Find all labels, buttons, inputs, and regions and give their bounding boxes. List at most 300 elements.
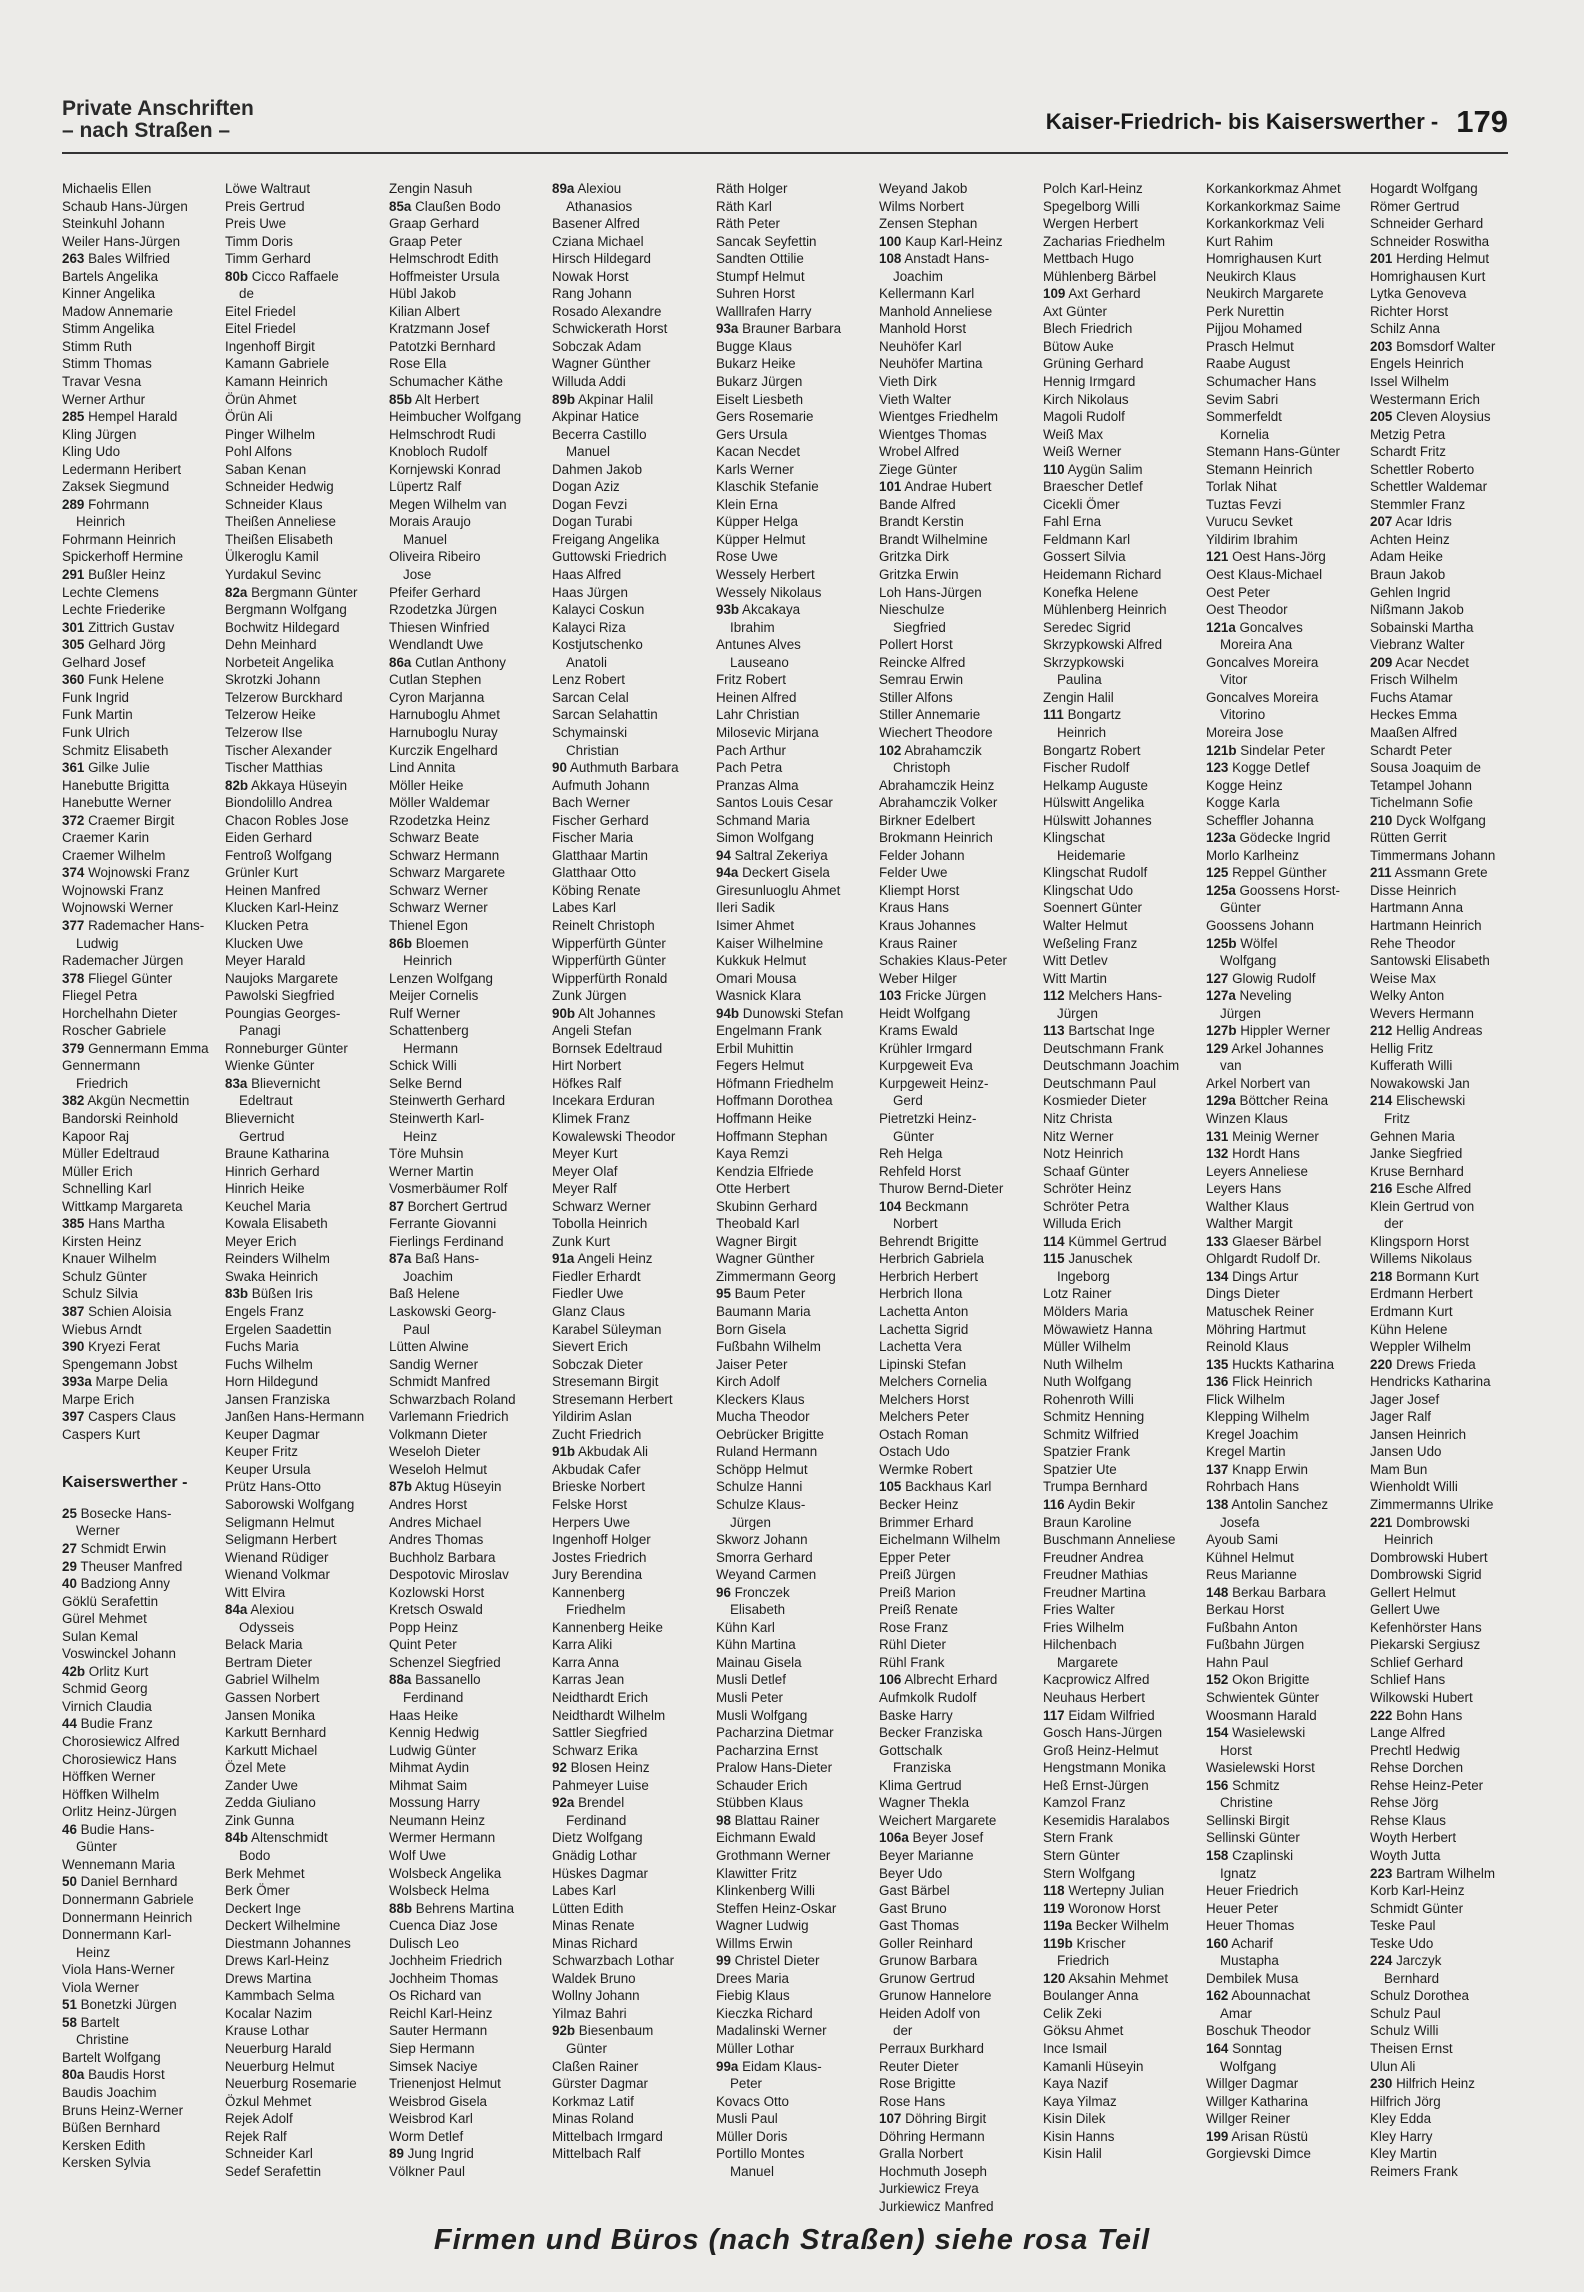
resident-entry: Reincke Alfred [879, 654, 966, 670]
resident-entry: Mölders Maria [1043, 1304, 1128, 1319]
resident-entry: Wessely Nikolaus [716, 584, 822, 600]
resident-entry: Schwarz Margarete [389, 865, 506, 881]
resident-entry: Wilms Norbert [879, 198, 964, 214]
resident-entry: Schöpp Helmut [716, 1461, 808, 1477]
resident-entry: Andres Michael [389, 1514, 482, 1530]
resident-entry: Wojnowski Franz [62, 882, 164, 898]
resident-entry: 25 Bosecke Hans- [62, 1505, 172, 1521]
house-number: 211 [1370, 865, 1392, 881]
resident-entry: Gassen Norbert [225, 1690, 320, 1706]
house-number: 207 [1370, 514, 1393, 530]
house-number: 129 [1206, 1040, 1229, 1056]
resident-entry: 27 Schmidt Erwin [62, 1541, 167, 1557]
resident-entry: Zimmermann Georg [716, 1268, 836, 1284]
resident-entry: 92 Blosen Heinz [552, 1760, 650, 1776]
entry-continuation: Friedrich [76, 1075, 129, 1091]
resident-entry: Trumpa Bernhard [1043, 1479, 1148, 1495]
resident-entry: Swaka Heinrich [225, 1268, 319, 1284]
entry-continuation: Jürgen [730, 1514, 771, 1530]
house-number: 125b [1206, 935, 1237, 951]
house-number: 93b [716, 602, 740, 618]
resident-entry: Walllrafen Harry [716, 303, 812, 319]
house-number: 360 [62, 672, 85, 688]
resident-entry: Weisbrod Karl [389, 2111, 473, 2127]
resident-entry: Kliempt Horst [879, 882, 960, 898]
resident-entry: Kannenberg [552, 1584, 625, 1600]
resident-entry: Baß Helene [389, 1286, 460, 1302]
resident-entry: Bugge Klaus [716, 338, 792, 354]
resident-entry: Kukkuk Helmut [716, 953, 807, 969]
resident-entry: 120 Aksahin Mehmet [1043, 1970, 1169, 1986]
resident-entry: Wientges Thomas [879, 426, 987, 442]
resident-entry: Diestmann Johannes [225, 1935, 351, 1951]
resident-entry: Rehfeld Horst [879, 1163, 961, 1179]
resident-entry: Pohl Alfons [225, 444, 292, 460]
resident-entry: Nuth Wolfgang [1043, 1374, 1132, 1390]
resident-entry: 121a Goncalves [1206, 619, 1303, 635]
resident-entry: Weiler Hans-Jürgen [62, 233, 181, 249]
resident-entry: Schlief Hans [1370, 1672, 1446, 1688]
resident-entry: 393a Marpe Delia [62, 1374, 168, 1390]
resident-entry: Manhold Horst [879, 321, 967, 337]
resident-entry: Grunow Gertrud [879, 1970, 976, 1986]
resident-entry: 135 Huckts Katharina [1206, 1356, 1335, 1372]
resident-entry: Schlief Gerhard [1370, 1654, 1464, 1670]
house-number: 203 [1370, 338, 1393, 354]
resident-entry: Biondolillo Andrea [225, 795, 333, 811]
resident-entry: 50 Daniel Bernhard [62, 1874, 178, 1890]
resident-entry: Behrendt Brigitte [879, 1233, 979, 1249]
resident-entry: Zaksek Siegmund [62, 479, 170, 495]
resident-entry: 133 Glaeser Bärbel [1206, 1233, 1322, 1249]
resident-entry: Gritzka Erwin [879, 567, 959, 583]
resident-entry: Sobczak Adam [552, 338, 642, 354]
entry-continuation: Peter [730, 2076, 763, 2092]
resident-entry: Kostjutschenko [552, 637, 643, 653]
resident-entry: Felder Uwe [879, 865, 948, 881]
resident-entry: Skrotzki Johann [225, 672, 321, 688]
resident-entry: Gürel Mehmet [62, 1611, 147, 1627]
resident-entry: Kellermann Karl [879, 286, 975, 302]
resident-entry: Wiebus Arndt [62, 1321, 142, 1337]
resident-entry: Homrighausen Kurt [1206, 251, 1322, 267]
resident-entry: 88b Behrens Martina [389, 1900, 515, 1916]
resident-entry: Kocalar Nazim [225, 2005, 313, 2021]
resident-entry: Rehse Heinz-Peter [1370, 1777, 1484, 1793]
resident-entry: 137 Knapp Erwin [1206, 1461, 1308, 1477]
resident-entry: Ayoub Sami [1206, 1532, 1278, 1548]
resident-entry: Klaschik Stefanie [716, 479, 819, 495]
resident-entry: 99 Christel Dieter [716, 1953, 820, 1969]
resident-entry: 42b Orlitz Kurt [62, 1663, 149, 1679]
resident-entry: 83b Büßen Iris [225, 1286, 313, 1302]
resident-entry: Rehse Dorchen [1370, 1760, 1464, 1776]
resident-entry: Klingschat Udo [1043, 882, 1134, 898]
house-number: 119 [1043, 1900, 1065, 1916]
resident-entry: Neuerburg Harald [225, 2040, 332, 2056]
entry-continuation: Elisabeth [730, 1602, 786, 1618]
resident-entry: Kacprowicz Alfred [1043, 1672, 1150, 1688]
entry-continuation: Athanasios [566, 198, 633, 214]
resident-entry: Schwarz Werner [389, 882, 488, 898]
resident-entry: Kisin Hanns [1043, 2128, 1115, 2144]
house-number: 121 [1206, 549, 1229, 565]
resident-entry: Schneider Gerhard [1370, 216, 1484, 232]
resident-entry: Suhren Horst [716, 286, 795, 302]
house-number: 83b [225, 1286, 249, 1302]
entry-continuation: Heidemarie [1057, 847, 1126, 863]
resident-entry: 40 Badziong Anny [62, 1576, 170, 1592]
resident-entry: 125 Reppel Günther [1206, 865, 1327, 881]
resident-entry: 44 Budie Franz [62, 1716, 153, 1732]
resident-entry: Caspers Kurt [62, 1426, 141, 1442]
resident-entry: Weseloh Dieter [389, 1444, 481, 1460]
house-number: 90b [552, 1005, 576, 1021]
resident-entry: Eitel Friedel [225, 321, 296, 337]
resident-entry: Timm Gerhard [225, 251, 311, 267]
resident-entry: Glatthaar Otto [552, 865, 637, 881]
resident-entry: Freudner Martina [1043, 1584, 1146, 1600]
house-number: 199 [1206, 2128, 1229, 2144]
entry-continuation: Amar [1220, 2005, 1252, 2021]
resident-entry: Bertram Dieter [225, 1654, 313, 1670]
resident-entry: Spegelborg Willi [1043, 198, 1140, 214]
resident-entry: Kling Udo [62, 444, 121, 460]
resident-entry: Hanebutte Werner [62, 795, 172, 811]
resident-entry: Kovacs Otto [716, 2093, 789, 2109]
resident-entry: Brokmann Heinrich [879, 830, 993, 846]
house-number: 223 [1370, 1865, 1393, 1881]
resident-entry: Hoffmann Heike [716, 1110, 812, 1126]
resident-entry: Vurucu Sevket [1206, 514, 1293, 530]
entry-continuation: Jürgen [1057, 1005, 1098, 1021]
resident-entry: Gellert Uwe [1370, 1602, 1440, 1618]
resident-entry: Helmschrodt Edith [389, 251, 499, 267]
resident-entry: Schwarz Hermann [389, 847, 500, 863]
resident-entry: 224 Jarczyk [1370, 1953, 1442, 1969]
resident-entry: Herbrich Herbert [879, 1268, 978, 1284]
resident-entry: Weise Max [1370, 970, 1436, 986]
resident-entry: Klucken Uwe [225, 935, 304, 951]
resident-entry: Eichmann Ewald [716, 1830, 816, 1846]
resident-entry: 89b Akpinar Halil [552, 391, 654, 407]
resident-entry: Craemer Wilhelm [62, 847, 166, 863]
house-number: 222 [1370, 1707, 1393, 1723]
resident-entry: 105 Backhaus Karl [879, 1479, 992, 1495]
resident-entry: Mühlenberg Bärbel [1043, 268, 1157, 284]
resident-entry: Stemann Hans-Günter [1206, 444, 1340, 460]
resident-entry: Schwickerath Horst [552, 321, 668, 337]
house-number: 99 [716, 1953, 731, 1969]
resident-entry: Herbrich Gabriela [879, 1251, 984, 1267]
resident-entry: Becerra Castillo [552, 426, 647, 442]
resident-entry: Müller Lothar [716, 2040, 795, 2056]
resident-entry: 123a Gödecke Ingrid [1206, 830, 1331, 846]
resident-entry: Schulze Hanni [716, 1479, 803, 1495]
resident-entry: 129a Böttcher Reina [1206, 1093, 1329, 1109]
resident-entry: Gorgievski Dimce [1206, 2146, 1311, 2162]
resident-entry: Simsek Naciye [389, 2058, 478, 2074]
resident-entry: Reuter Dieter [879, 2058, 959, 2074]
resident-entry: Kogge Karla [1206, 795, 1280, 811]
resident-entry: 263 Bales Wilfried [62, 251, 170, 267]
entry-continuation: Fritz [1384, 1110, 1411, 1126]
house-number: 103 [879, 988, 902, 1004]
resident-entry: Witt Detlev [1043, 953, 1108, 969]
resident-entry: Jurkiewicz Manfred [879, 2198, 994, 2214]
resident-entry: Wipperfürth Günter [552, 935, 666, 951]
resident-entry: Büßen Bernhard [62, 2120, 161, 2136]
resident-entry: Telzerow Ilse [225, 724, 303, 740]
resident-entry: Fischer Maria [552, 830, 634, 846]
resident-entry: Lipinski Stefan [879, 1356, 967, 1372]
house-number: 138 [1206, 1497, 1229, 1513]
resident-entry: Schneider Hedwig [225, 479, 334, 495]
entry-continuation: Vitor [1220, 672, 1248, 688]
resident-entry: Schettler Waldemar [1370, 479, 1488, 495]
resident-entry: Kregel Martin [1206, 1444, 1286, 1460]
resident-entry: Abrahamczik Heinz [879, 777, 995, 793]
resident-entry: Sobczak Dieter [552, 1356, 643, 1372]
resident-entry: Gehlen Ingrid [1370, 584, 1451, 600]
house-number: 127a [1206, 988, 1236, 1004]
resident-entry: Yildirim Aslan [552, 1409, 632, 1425]
resident-entry: Antunes Alves [716, 637, 801, 653]
resident-entry: Poungias Georges- [225, 1005, 341, 1021]
resident-entry: Oest Peter [1206, 584, 1271, 600]
resident-entry: Reus Marianne [1206, 1567, 1297, 1583]
entry-continuation: Heinrich [76, 514, 126, 530]
resident-entry: Rejek Adolf [225, 2111, 293, 2127]
resident-entry: Heuer Thomas [1206, 1918, 1295, 1934]
house-number: 91a [552, 1251, 575, 1267]
resident-entry: Gürster Dagmar [552, 2076, 648, 2092]
resident-entry: Schwientek Günter [1206, 1690, 1320, 1706]
resident-entry: Kaya Remzi [716, 1146, 789, 1162]
resident-entry: 83a Blievernicht [225, 1075, 321, 1091]
resident-entry: Mittelbach Irmgard [552, 2128, 663, 2144]
resident-entry: Eitel Friedel [225, 303, 296, 319]
resident-entry: 111 Bongartz [1043, 707, 1122, 723]
entry-continuation: Edeltraut [239, 1093, 293, 1109]
resident-entry: Westermann Erich [1370, 391, 1480, 407]
resident-entry: 93b Akcakaya [716, 602, 801, 618]
resident-entry: Kühnel Helmut [1206, 1549, 1294, 1565]
resident-entry: Wasielewski Horst [1206, 1760, 1315, 1776]
resident-entry: Weyand Jakob [879, 181, 968, 196]
house-number: 210 [1370, 812, 1393, 828]
resident-entry: 84a Alexiou [225, 1602, 295, 1618]
resident-entry: Kregel Joachim [1206, 1426, 1299, 1442]
house-number: 89b [552, 391, 576, 407]
resident-entry: Klawitter Fritz [716, 1865, 798, 1881]
resident-entry: Yildirim Ibrahim [1206, 531, 1298, 547]
house-number: 125 [1206, 865, 1229, 881]
resident-entry: Hilchenbach [1043, 1637, 1117, 1653]
resident-entry: Müller Edeltraud [62, 1146, 160, 1162]
resident-entry: 164 Sonntag [1206, 2040, 1282, 2056]
resident-entry: Lütten Alwine [389, 1339, 469, 1355]
resident-entry: Nuth Wilhelm [1043, 1356, 1123, 1372]
resident-entry: Reinders Wilhelm [225, 1251, 330, 1267]
resident-entry: Meyer Olaf [552, 1163, 618, 1179]
resident-entry: Fuchs Maria [225, 1339, 299, 1355]
resident-entry: 385 Hans Martha [62, 1216, 165, 1232]
house-number: 94 [716, 847, 731, 863]
resident-entry: Stiller Annemarie [879, 707, 981, 723]
resident-entry: 86a Cutlan Anthony [389, 654, 506, 670]
resident-entry: Wagner Günther [716, 1251, 815, 1267]
resident-entry: Römer Gertrud [1370, 198, 1460, 214]
entry-continuation: Christoph [893, 760, 951, 776]
resident-entry: 379 Gennermann Emma [62, 1040, 209, 1056]
resident-entry: Preis Gertrud [225, 198, 305, 214]
resident-entry: Weiß Max [1043, 426, 1104, 442]
street-range-title: Kaiser-Friedrich- bis Kaiserswerther - [1045, 109, 1439, 134]
resident-entry: Heinen Alfred [716, 689, 797, 705]
resident-entry: Polch Karl-Heinz [1043, 181, 1143, 196]
entry-continuation: Vitorino [1220, 707, 1266, 723]
resident-entry: Weßeling Franz [1043, 935, 1138, 951]
resident-entry: Sevim Sabri [1206, 391, 1279, 407]
resident-entry: 218 Bormann Kurt [1370, 1268, 1479, 1284]
resident-entry: Blech Friedrich [1043, 321, 1133, 337]
resident-entry: Wienholdt Willi [1370, 1479, 1458, 1495]
house-number: 127 [1206, 970, 1229, 986]
resident-entry: Morlo Karlheinz [1206, 847, 1300, 863]
resident-entry: Kieczka Richard [716, 2005, 813, 2021]
resident-entry: Felske Horst [552, 1497, 628, 1513]
resident-entry: Semrau Erwin [879, 672, 964, 688]
resident-entry: Weppler Wilhelm [1370, 1339, 1471, 1355]
resident-entry: Leyers Hans [1206, 1181, 1282, 1197]
resident-entry: Fiebig Klaus [716, 1988, 790, 2004]
resident-entry: Walter Helmut [1043, 917, 1128, 933]
resident-entry: Dembilek Musa [1206, 1970, 1299, 1986]
resident-entry: Leyers Anneliese [1206, 1163, 1308, 1179]
resident-entry: 90b Alt Johannes [552, 1005, 656, 1021]
resident-entry: Kretsch Oswald [389, 1602, 483, 1618]
resident-entry: Gelhard Josef [62, 654, 146, 670]
house-number: 156 [1206, 1777, 1229, 1793]
house-number: 201 [1370, 251, 1393, 267]
resident-entry: Cicekli Ömer [1043, 496, 1120, 512]
house-number: 92 [552, 1760, 567, 1776]
resident-entry: Preiß Jürgen [879, 1567, 956, 1583]
resident-entry: Ziege Günter [879, 461, 958, 477]
resident-entry: Cyron Marjanna [389, 689, 485, 705]
resident-entry: 134 Dings Artur [1206, 1268, 1299, 1284]
resident-entry: Kirch Nikolaus [1043, 391, 1129, 407]
resident-entry: Telzerow Burckhard [225, 689, 343, 705]
resident-entry: Bergmann Wolfgang [225, 602, 347, 618]
resident-entry: Skubinn Gerhard [716, 1198, 818, 1214]
directory-column [62, 180, 222, 2172]
resident-entry: Stiller Alfons [879, 689, 953, 705]
resident-entry: Wollny Johann [552, 1988, 640, 2004]
entry-continuation: Werner [76, 1523, 120, 1539]
resident-entry: Jager Josef [1370, 1391, 1440, 1407]
resident-entry: Raabe August [1206, 356, 1291, 372]
resident-entry: Völkner Paul [389, 2163, 465, 2179]
resident-entry: Drews Martina [225, 1970, 312, 1986]
resident-entry: Sievert Erich [552, 1339, 628, 1355]
entry-continuation: der [1384, 1216, 1404, 1232]
resident-entry: Goller Reinhard [879, 1935, 973, 1951]
resident-entry: Rehse Jörg [1370, 1795, 1439, 1811]
resident-entry: Witt Martin [1043, 970, 1107, 986]
resident-entry: Sattler Siegfried [552, 1725, 648, 1741]
entry-continuation: Wolfgang [1220, 2058, 1277, 2074]
resident-entry: Kammbach Selma [225, 1988, 335, 2004]
resident-entry: 108 Anstadt Hans- [879, 251, 990, 267]
resident-entry: Braune Katharina [225, 1146, 330, 1162]
house-number: 125a [1206, 882, 1236, 898]
resident-entry: Ledermann Heribert [62, 461, 182, 477]
resident-entry: Minas Roland [552, 2111, 634, 2127]
resident-entry: Woosmann Harald [1206, 1707, 1317, 1723]
resident-entry: Schardt Peter [1370, 742, 1452, 758]
resident-entry: Schmand Maria [716, 812, 810, 828]
resident-entry: Skrzypkowski Alfred [1043, 637, 1163, 653]
resident-entry: Lachetta Sigrid [879, 1321, 969, 1337]
resident-entry: Flick Wilhelm [1206, 1391, 1285, 1407]
entry-continuation: Jose [403, 567, 432, 583]
resident-entry: 51 Bonetzki Jürgen [62, 1997, 177, 2013]
resident-entry: Fischer Gerhard [552, 812, 649, 828]
entry-continuation: Manuel [566, 444, 610, 460]
resident-entry: Yilmaz Bahri [552, 2005, 627, 2021]
resident-entry: Fußbahn Jürgen [1206, 1637, 1305, 1653]
resident-entry: Donnermann Gabriele [62, 1891, 194, 1907]
resident-entry: Hahn Paul [1206, 1654, 1269, 1670]
resident-entry: Feldmann Karl [1043, 531, 1131, 547]
resident-entry: Lahr Christian [716, 707, 800, 723]
resident-entry: Deckert Wilhelmine [225, 1918, 341, 1934]
entry-continuation: Paulina [1057, 672, 1102, 688]
resident-entry: Zacharias Friedhelm [1043, 233, 1166, 249]
house-number: 80a [62, 2067, 85, 2083]
resident-entry: Lachetta Anton [879, 1304, 969, 1319]
resident-entry: Klimek Franz [552, 1110, 631, 1126]
resident-entry: Sedef Serafettin [225, 2163, 322, 2179]
resident-entry: 106a Beyer Josef [879, 1830, 984, 1846]
entry-continuation: Günter [76, 1839, 117, 1855]
resident-entry: 101 Andrae Hubert [879, 479, 992, 495]
resident-entry: 289 Fohrmann [62, 496, 150, 512]
resident-entry: Tischer Matthias [225, 760, 323, 776]
resident-entry: Wermer Hermann [389, 1830, 496, 1846]
entry-continuation: Ludwig [76, 935, 119, 951]
resident-entry: Hengstmann Monika [1043, 1760, 1166, 1776]
resident-entry: Erdmann Kurt [1370, 1304, 1453, 1319]
resident-entry: Portillo Montes [716, 2146, 805, 2162]
resident-entry: Kühn Karl [716, 1619, 775, 1635]
resident-entry: Naujoks Margarete [225, 970, 339, 986]
resident-entry: Rühl Frank [879, 1654, 945, 1670]
resident-entry: Sauter Hermann [389, 2023, 488, 2039]
resident-entry: Wilkowski Hubert [1370, 1690, 1473, 1706]
resident-entry: Herbrich Ilona [879, 1286, 963, 1302]
resident-entry: Preis Uwe [225, 216, 287, 232]
resident-entry: Karkutt Michael [225, 1742, 318, 1758]
resident-entry: Deutschmann Frank [1043, 1040, 1164, 1056]
resident-entry: Müller Erich [62, 1163, 133, 1179]
resident-entry: 119 Woronow Horst [1043, 1900, 1161, 1916]
resident-entry: Rademacher Jürgen [62, 953, 184, 969]
resident-entry: Guttowski Friedrich [552, 549, 667, 565]
resident-entry: Hoffmann Stephan [716, 1128, 828, 1144]
